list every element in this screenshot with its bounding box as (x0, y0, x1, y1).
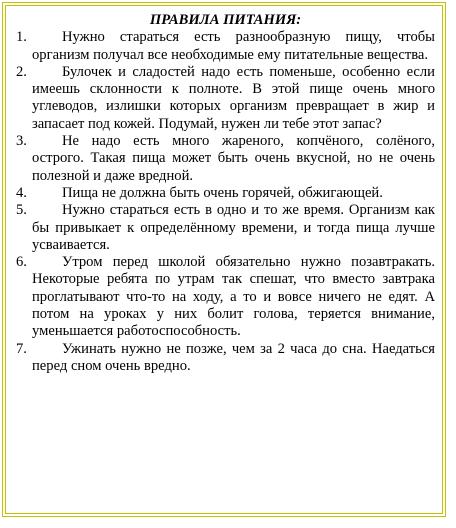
rule-number: 3. (16, 133, 27, 150)
rules-list (16, 29, 435, 375)
rule-text: Ужинать нужно не позже, чем за 2 часа до сна. Наедаться перед сном очень вредно. (32, 340, 435, 374)
list-item (16, 202, 435, 254)
rule-number: 2. (16, 63, 27, 80)
rule-text: Нужно стараться есть разнообразную пищу, чтобы организм получал все необходимые ему питательные вещества. (32, 29, 435, 63)
rule-text: Не надо есть много жареного, копчёного, солёного, острого. Такая пища может быть очень вкусной, но не очень полезной и даже вредной. (32, 133, 435, 184)
list-item (16, 133, 435, 185)
rule-number: 5. (16, 202, 27, 219)
rule-text: Пища не должна быть очень горячей, обжигающей. (62, 184, 383, 201)
rule-number: 7. (16, 340, 27, 357)
rule-number: 1. (16, 29, 27, 46)
list-item (16, 254, 435, 340)
rule-text: Нужно стараться есть в одно и то же время. Организм как бы привыкает к определённому времени, и тогда пища лучше усваивается. (32, 202, 435, 253)
list-item (16, 185, 435, 202)
rule-number: 4. (16, 184, 27, 201)
rule-text: Булочек и сладостей надо есть поменьше, особенно если имеешь склонности к полноте. В этой пище очень много углеводов, излишки которых организм превращает в жир и запасает под кожей. Подумай, нужен ли тебе этот запас? (32, 63, 435, 132)
list-item (16, 64, 435, 133)
rule-number: 6. (16, 254, 27, 271)
rule-text: Утром перед школой обязательно нужно позавтракать. Некоторые ребята по утрам так спешат, что вместо завтрака проглатывают что-то на ходу, а то и вовсе ничего не едят. А потом на уроках у них болит голова, теряется внимание, уменьшается работоспособность. (32, 254, 435, 340)
list-item (16, 29, 435, 64)
list-item (16, 341, 435, 376)
page-title: ПРАВИЛА ПИТАНИЯ: (149, 12, 302, 28)
rules-content (16, 12, 435, 375)
